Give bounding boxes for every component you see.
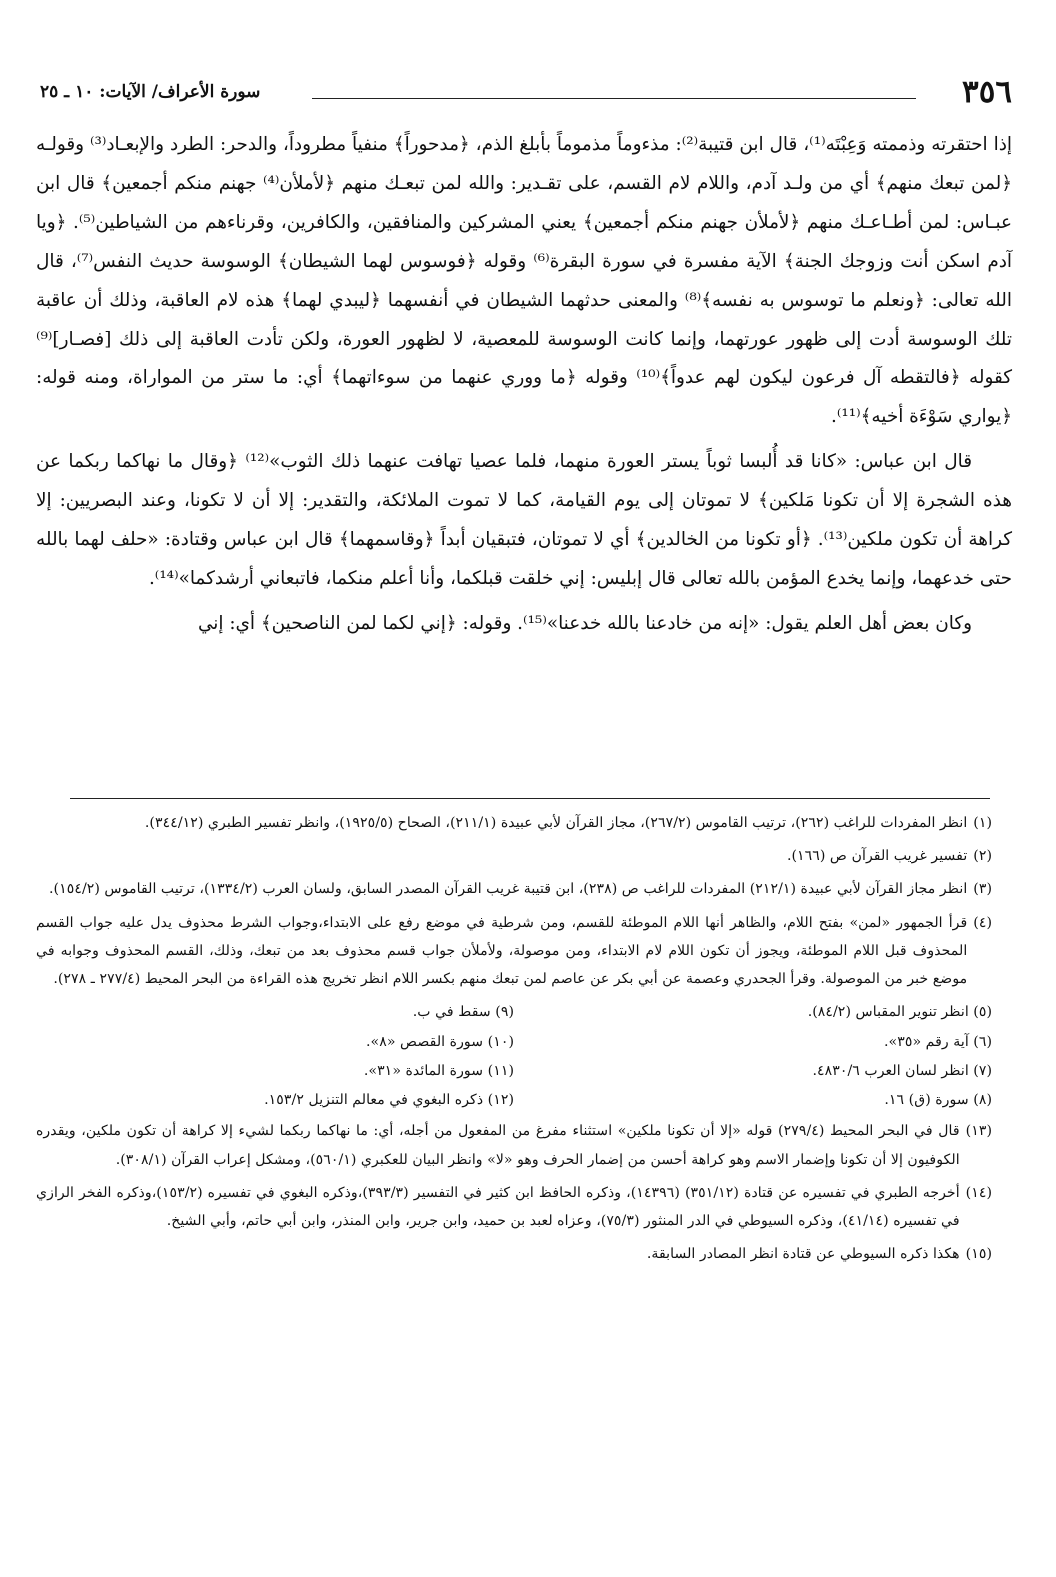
page-number: ٣٥٦ xyxy=(962,74,1012,110)
footnote-text: أخرجه الطبري في تفسيره عن قتادة (٣٥١/١٢) (١٤٣٩٦)، وذكره الحافظ ابن كثير في التفسير (٣٩٣/٣)،وذكره البغوي في تفسيره (١٥٣/٢)،وذكره الفخر الرازي في تفسيره (٤١/١٤)، وذكره السيوطي في الدر المنثور (٧٥/٣)، وعزاه لعبد بن حميد، وابن جرير، وابن المنذر، وابن أبي حاتم، وأبي الشيخ. xyxy=(36,1184,960,1230)
footnote-13 xyxy=(36,1117,992,1173)
footnote-text: انظر تنوير المقباس (٨٤/٢). xyxy=(807,1004,969,1021)
footnote-text: سورة القصص «٨». xyxy=(365,1033,484,1050)
footnote-text: سورة المائدة «٣١». xyxy=(363,1062,484,1079)
footnote-text: آية رقم «٣٥». xyxy=(884,1033,969,1050)
header-rule xyxy=(312,98,916,99)
main-text xyxy=(36,126,1012,644)
footnote-text: سورة (ق) ١٦. xyxy=(884,1092,969,1109)
footnote-text: انظر مجاز القرآن لأبي عبيدة (٢١٢/١) المفردات للراغب ص (٢٣٨)، ابن قتيبة غريب القرآن المصدر السابق، ولسان العرب (١٣٣٤/٢)، ترتيب القاموس (١٥٤/٢). xyxy=(49,881,968,898)
footnote-text: انظر لسان العرب ٤٨٣٠/٦. xyxy=(812,1062,969,1079)
paragraph-1: إذا احتقرته وذممته وَعِبْتَه⁽¹⁾، قال ابن قتيبة⁽²⁾: مذءوماً مذموماً بأبلغ الذم، ﴿مدحوراً﴾ منفياً مطروداً، والدحر: الطرد والإبعـاد⁽³⁾ وقولـه ﴿لمن تبعك منهم﴾ أي من ولـد آدم، واللام لام القسم، على تقـدير: والله لمن تبعـك منهم ﴿لأملأن⁽⁴⁾ جهنم منكم أجمعين﴾ قال ابن عبـاس: لمن أطـاعـك منهم ﴿لأملأن جهنم منكم أجمعين﴾ يعني المشركين والمنافقين، والكافرين، وقرناءهم من الشياطين⁽⁵⁾. ﴿ويا آدم اسكن أنت وزوجك الجنة﴾ الآية مفسرة في سورة البقرة⁽⁶⁾ وقوله ﴿فوسوس لهما الشيطان﴾ الوسوسة حديث النفس⁽⁷⁾، قال الله تعالى: ﴿ونعلم ما توسوس به نفسه﴾⁽⁸⁾ والمعنى حدثهما الشيطان في أنفسهما ﴿ليبدي لهما﴾ هذه لام العاقبة، وذلك أن عاقبة تلك الوسوسة أدت إلى ظهور عورتهما، وإنما كانت الوسوسة للمعصية، لا لظهور العورة، ولكن تأدت العاقبة إلى ذلك [فصـار]⁽⁹⁾ كقوله ﴿فالتقطه آل فرعون ليكون لهم عدواً﴾⁽¹⁰⁾ وقوله ﴿ما ووري عنهما من سوءاتهما﴾ أي: ما ستر من المواراة، ومنه قوله: ﴿يواري سَوْءَة أخيه﴾⁽¹¹⁾. xyxy=(36,134,1013,428)
footnote-5 xyxy=(514,998,992,1027)
page-header xyxy=(40,72,1012,112)
footnote-text: انظر المفردات للراغب (٢٦٢)، ترتيب القاموس (٢٦٧/٢)، مجاز القرآن لأبي عبيدة (٢١١/١)، الصحاح (١٩٢٥/٥)، وانظر تفسير الطبري (٣٤٤/١٢). xyxy=(144,815,968,831)
footnote-number: (٢) xyxy=(973,848,992,865)
footnote-7 xyxy=(514,1057,992,1086)
footnote-number: (٩) xyxy=(495,1004,514,1021)
footnote-3 xyxy=(36,875,992,903)
footnote-15 xyxy=(36,1240,992,1268)
footnote-number: (١٠) xyxy=(487,1033,514,1050)
footnote-14 xyxy=(36,1179,992,1235)
footnote-text: ذكره البغوي في معالم التنزيل ١٥٣/٢. xyxy=(264,1092,484,1109)
footnote-number: (٨) xyxy=(973,1092,992,1109)
footnote-number: (١٢) xyxy=(487,1092,514,1109)
paragraph-3: وكان بعض أهل العلم يقول: «إنه من خادعنا بالله خدعنا»⁽¹⁵⁾. وقوله: ﴿إني لكما لمن الناصحين﴾ أي: إني xyxy=(197,612,972,634)
footnote-number: (١٤) xyxy=(965,1184,992,1201)
footnote-12 xyxy=(36,1086,514,1115)
footnote-10 xyxy=(36,1028,514,1057)
running-head: سورة الأعراف/ الآيات: ١٠ ـ ٢٥ xyxy=(40,82,261,102)
footnotes-two-column xyxy=(36,998,992,1115)
footnote-9 xyxy=(36,998,514,1027)
footnote-number: (٧) xyxy=(973,1062,992,1079)
footnote-4 xyxy=(36,909,992,994)
footnote-number: (١١) xyxy=(487,1062,514,1079)
footnote-text: تفسير غريب القرآن ص (١٦٦). xyxy=(786,848,968,865)
footnote-number: (١) xyxy=(973,815,992,831)
footnote-8 xyxy=(514,1086,992,1115)
footnote-11 xyxy=(36,1057,514,1086)
footnote-6 xyxy=(514,1028,992,1057)
footnote-text: قال في البحر المحيط (٢٧٩/٤) قوله «إلا أن تكونا ملكين» استثناء مفرغ من المفعول من أجله، أي: ما نهاكما ربكما لشيء إلا كراهة أن تكون ملكين، ويقدره الكوفيون إلا أن تكونا وإضمار الاسم وهو كراهة أحسن من إضمار الحرف وهو «لا» وانظر البيان للعكبري (٥٦٠/١)، ومشكل إعراب القرآن (٣٠٨/١). xyxy=(36,1123,960,1168)
footnote-number: (١٥) xyxy=(965,1246,992,1263)
paragraph-2: قال ابن عباس: «كانا قد أُلبسا ثوباً يستر العورة منهما، فلما عصيا تهافت عنهما ذلك الثوب»⁽¹²⁾ ﴿وقال ما نهاكما ربكما عن هذه الشجرة إلا أن تكونا مَلكين﴾ لا تموتان إلى يوم القيامة، كما لا تموت الملائكة، والتقدير: إلا أن لا تكونا، وعند البصريين: إلا كراهة أن تكون ملكين⁽¹³⁾. ﴿أو تكونا من الخالدين﴾ أي لا تموتان، فتبقيان أبداً ﴿وقاسمهما﴾ قال ابن عباس وقتادة: «حلف لهما بالله حتى خدعهما، وإنما يخدع المؤمن بالله تعالى قال إبليس: إني خلقت قبلكما، وأنا أعلم منكما، فاتبعاني أرشدكما»⁽¹⁴⁾. xyxy=(36,451,1013,589)
footnote-number: (٤) xyxy=(973,914,992,931)
footnote-number: (٦) xyxy=(973,1033,992,1050)
footnote-number: (٥) xyxy=(973,1004,992,1021)
footnote-number: (١٣) xyxy=(965,1123,992,1140)
footnote-separator xyxy=(70,798,990,799)
footnote-text: هكذا ذكره السيوطي عن قتادة انظر المصادر السابقة. xyxy=(646,1246,960,1263)
footnote-2 xyxy=(36,842,992,870)
footnote-1 xyxy=(36,809,992,837)
footnote-text: سقط في ب. xyxy=(412,1004,491,1021)
footnotes xyxy=(36,809,992,1273)
footnote-text: قرأ الجمهور «لمن» بفتح اللام، والظاهر أنها اللام الموطئة للقسم، ومن شرطية في موضع رفع على الابتداء،وجواب الشرط محذوف يدل عليه جواب القسم المحذوف قبل اللام الموطئة، ويجوز أن تكون اللام لام الابتداء، ومن موصولة، ولأملأن جواب قسم محذوف بعد من تبعك، وذلك، القسم المحذوف وجوابه في موضع خبر من الموصولة. وقرأ الجحدري وعصمة عن أبي بكر عن عاصم لمن تبعك منهم بكسر اللام انظر تخريج هذه القراءة من البحر المحيط (٢٧٧/٤ ـ ٢٧٨). xyxy=(36,914,968,988)
footnote-number: (٣) xyxy=(973,881,992,898)
